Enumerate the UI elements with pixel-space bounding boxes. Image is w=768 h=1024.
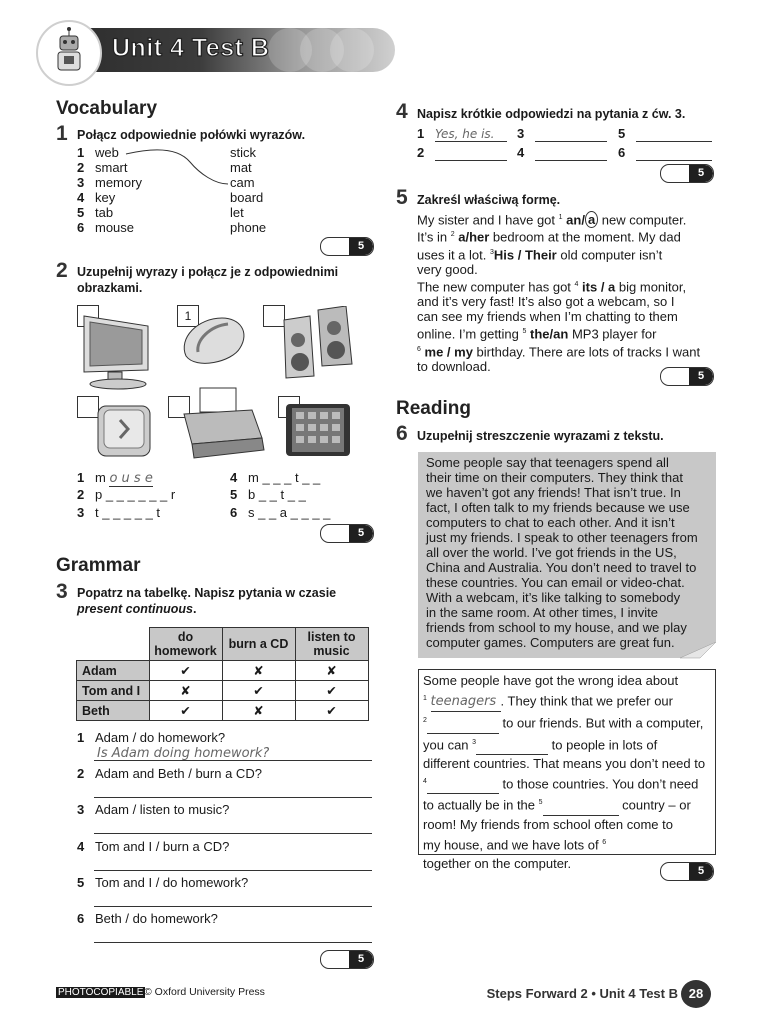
list-item: 3 memory [77,175,142,190]
exercise-text [417,210,717,374]
list-item: 6 s _ _ a _ _ _ _ [230,505,331,520]
table-row: Tom and I ✘ ✔ ✔ [77,681,369,701]
score-box: 5 [660,164,714,183]
answer-line[interactable] [94,760,372,761]
answer-line[interactable] [94,833,372,834]
column-header: listen to music [295,628,368,661]
text-line: these countries. You can email or video-chat. [426,575,685,590]
choice-option[interactable]: a/her [454,229,490,245]
text-line: online. I’m getting $^5$ the/an MP3 player for [417,326,657,342]
choice-option[interactable]: its / a [578,279,616,295]
list-item: 2 p _ _ _ _ _ _ r [77,487,176,502]
monitor-icon [78,312,178,390]
score-box: 5 [660,367,714,386]
question: 5 Tom and I / do homework? [77,875,249,890]
exercise-number: 4 [396,100,408,123]
list-item: 4 key [77,190,116,205]
text-line: The new computer has got $^4$ its / a big monitor, [417,279,687,295]
text-line: in the same room. At other times, I invite [426,605,658,620]
key-icon [94,402,154,462]
short-answer[interactable]: 6 [618,145,712,161]
score-box: 5 [320,237,374,256]
text-line: uses it a lot. $^3$His / Their old computer isn’t [417,246,663,262]
example-answer: Is Adam doing homework? [97,746,270,761]
question: 3 Adam / listen to music? [77,802,230,817]
list-item: 1 m o u s e [77,470,153,486]
short-answer[interactable]: 4 [517,145,607,161]
robot-logo-icon [36,20,102,86]
short-answer: 1 Yes, he is. [417,126,507,142]
exercise-number: 3 [56,580,68,603]
grammar-table [76,627,369,721]
speakers-icon [280,306,360,382]
list-item: 3 t _ _ _ _ _ t [77,505,161,520]
text-line: computers to chat to each other. And it isn’t [426,515,675,530]
exercise-instruction: Uzupełnij wyrazy i połącz je z odpowiednimi obrazkami. [77,265,339,295]
table-row: Beth ✔ ✘ ✔ [77,701,369,721]
short-answer[interactable]: 2 [417,145,507,161]
text-line: It’s in $^2$ a/her bedroom at the moment. My dad [417,229,681,245]
text-line: friends from school to my house, and we play [426,620,687,635]
exercise-instruction: Zakreśl właściwą formę. [417,193,561,207]
text-line: all over the world. I’ve got friends in the US, [426,545,677,560]
answer-line[interactable] [94,797,372,798]
text-line: Some people say that teenagers spend all [426,455,669,470]
text-line: With a webcam, it’s like talking to somebody [426,590,681,605]
matching-line [120,148,230,190]
text-line: computer games. Computers are great fun. [426,635,675,650]
score-box: 5 [320,950,374,969]
list-item: 4 m _ _ _ t _ _ [230,470,321,485]
exercise-number: 2 [56,259,68,282]
printer-icon [178,386,268,464]
choice-option[interactable]: me / my [420,343,473,359]
question: 4 Tom and I / burn a CD? [77,839,230,854]
text-line: and it’s very fast! It’s also got a webcam, so I [417,294,675,310]
answer-box[interactable]: 1 [177,305,199,327]
text-line: we haven’t got any friends! That isn’t true. In [426,485,681,500]
list-item: 6 mouse [77,220,135,235]
photocopiable-label: PHOTOCOPIABLE [58,987,144,998]
exercise-number: 5 [396,186,408,209]
list-item: board [230,190,264,205]
text-line: can see my friends when I’m chatting to them [417,309,678,325]
score-box: 5 [660,862,714,881]
answer-line[interactable] [94,870,372,871]
text-line: their time on their computers. They think that [426,470,683,485]
list-item: stick [230,145,256,160]
short-answer[interactable]: 3 [517,126,607,142]
list-item: let [230,205,244,220]
tablet-icon [282,400,354,462]
text-line: My sister and I have got $^1$ an/ a new computer. [417,212,687,228]
exercise-instruction: Uzupełnij streszczenie wyrazami z tekstu. [417,429,664,443]
grammar-heading: Grammar [56,555,141,576]
list-item: 5 b _ _ t _ _ [230,487,306,502]
reading-text [426,455,712,650]
exercise-instruction: Napisz krótkie odpowiedzi na pytania z ćw. 3. [417,107,686,121]
question: 6 Beth / do homework? [77,911,218,926]
list-item: 5 tab [77,205,114,220]
text-line: to download. [417,358,491,374]
answer-line[interactable] [94,942,372,943]
text-line: very good. [417,261,478,277]
publisher: © Oxford University Press [144,986,265,998]
list-item: mat [230,160,252,175]
header-dot [330,28,374,72]
list-item: 1 web [77,145,119,160]
exercise-instruction: Popatrz na tabelkę. Napisz pytania w czasie present continuous. [77,586,337,616]
text-line: fact, I often talk to my friends because we use [426,500,690,515]
page-title: Unit 4 Test B [112,34,270,62]
circled-choice: a [585,211,598,228]
short-answer[interactable]: 5 [618,126,712,142]
exercise-number: 6 [396,422,408,445]
list-item: 2 smart [77,160,128,175]
answer-line[interactable] [94,906,372,907]
column-header: burn a CD [222,628,295,661]
series-title: Steps Forward 2 • Unit 4 Test B [486,986,678,1001]
exercise-instruction: Połącz odpowiednie połówki wyrazów. [77,128,306,142]
question: 2 Adam and Beth / burn a CD? [77,766,262,781]
list-item: cam [230,175,255,190]
choice-option[interactable]: an/ [562,212,585,228]
list-item: phone [230,220,267,235]
column-header: do homework [149,628,222,661]
text-line: $^6$ me / my birthday. There are lots of tracks I want [417,343,701,359]
choice-option[interactable]: the/an [526,326,569,342]
mouse-icon [178,312,250,374]
score-box: 5 [320,524,374,543]
table-row: Adam ✔ ✘ ✘ [77,661,369,681]
summary-text: Some people have got the wrong idea about $^1$ teenagers . They think that we prefer our $^2$ to our friends. But with a computer, you can $^3$ to people in lots of different countries. That means you don’t need to $^4$ to those countries. You don’t need to actually be in the $^5$ country – or room! My friends from school often come to my house, and we have lots of $^6$ together on the computer. [423,673,706,871]
question: 1 Adam / do homework? [77,730,226,745]
page-number: 28 [681,980,711,1008]
text-line: just my friends. I speak to other teenagers from [426,530,698,545]
reading-heading: Reading [396,398,471,419]
choice-option[interactable]: His / Their [493,246,557,262]
vocabulary-heading: Vocabulary [56,98,158,119]
exercise-number: 1 [56,122,68,145]
text-line: China and Australia. You don’t need to travel to [426,560,697,575]
